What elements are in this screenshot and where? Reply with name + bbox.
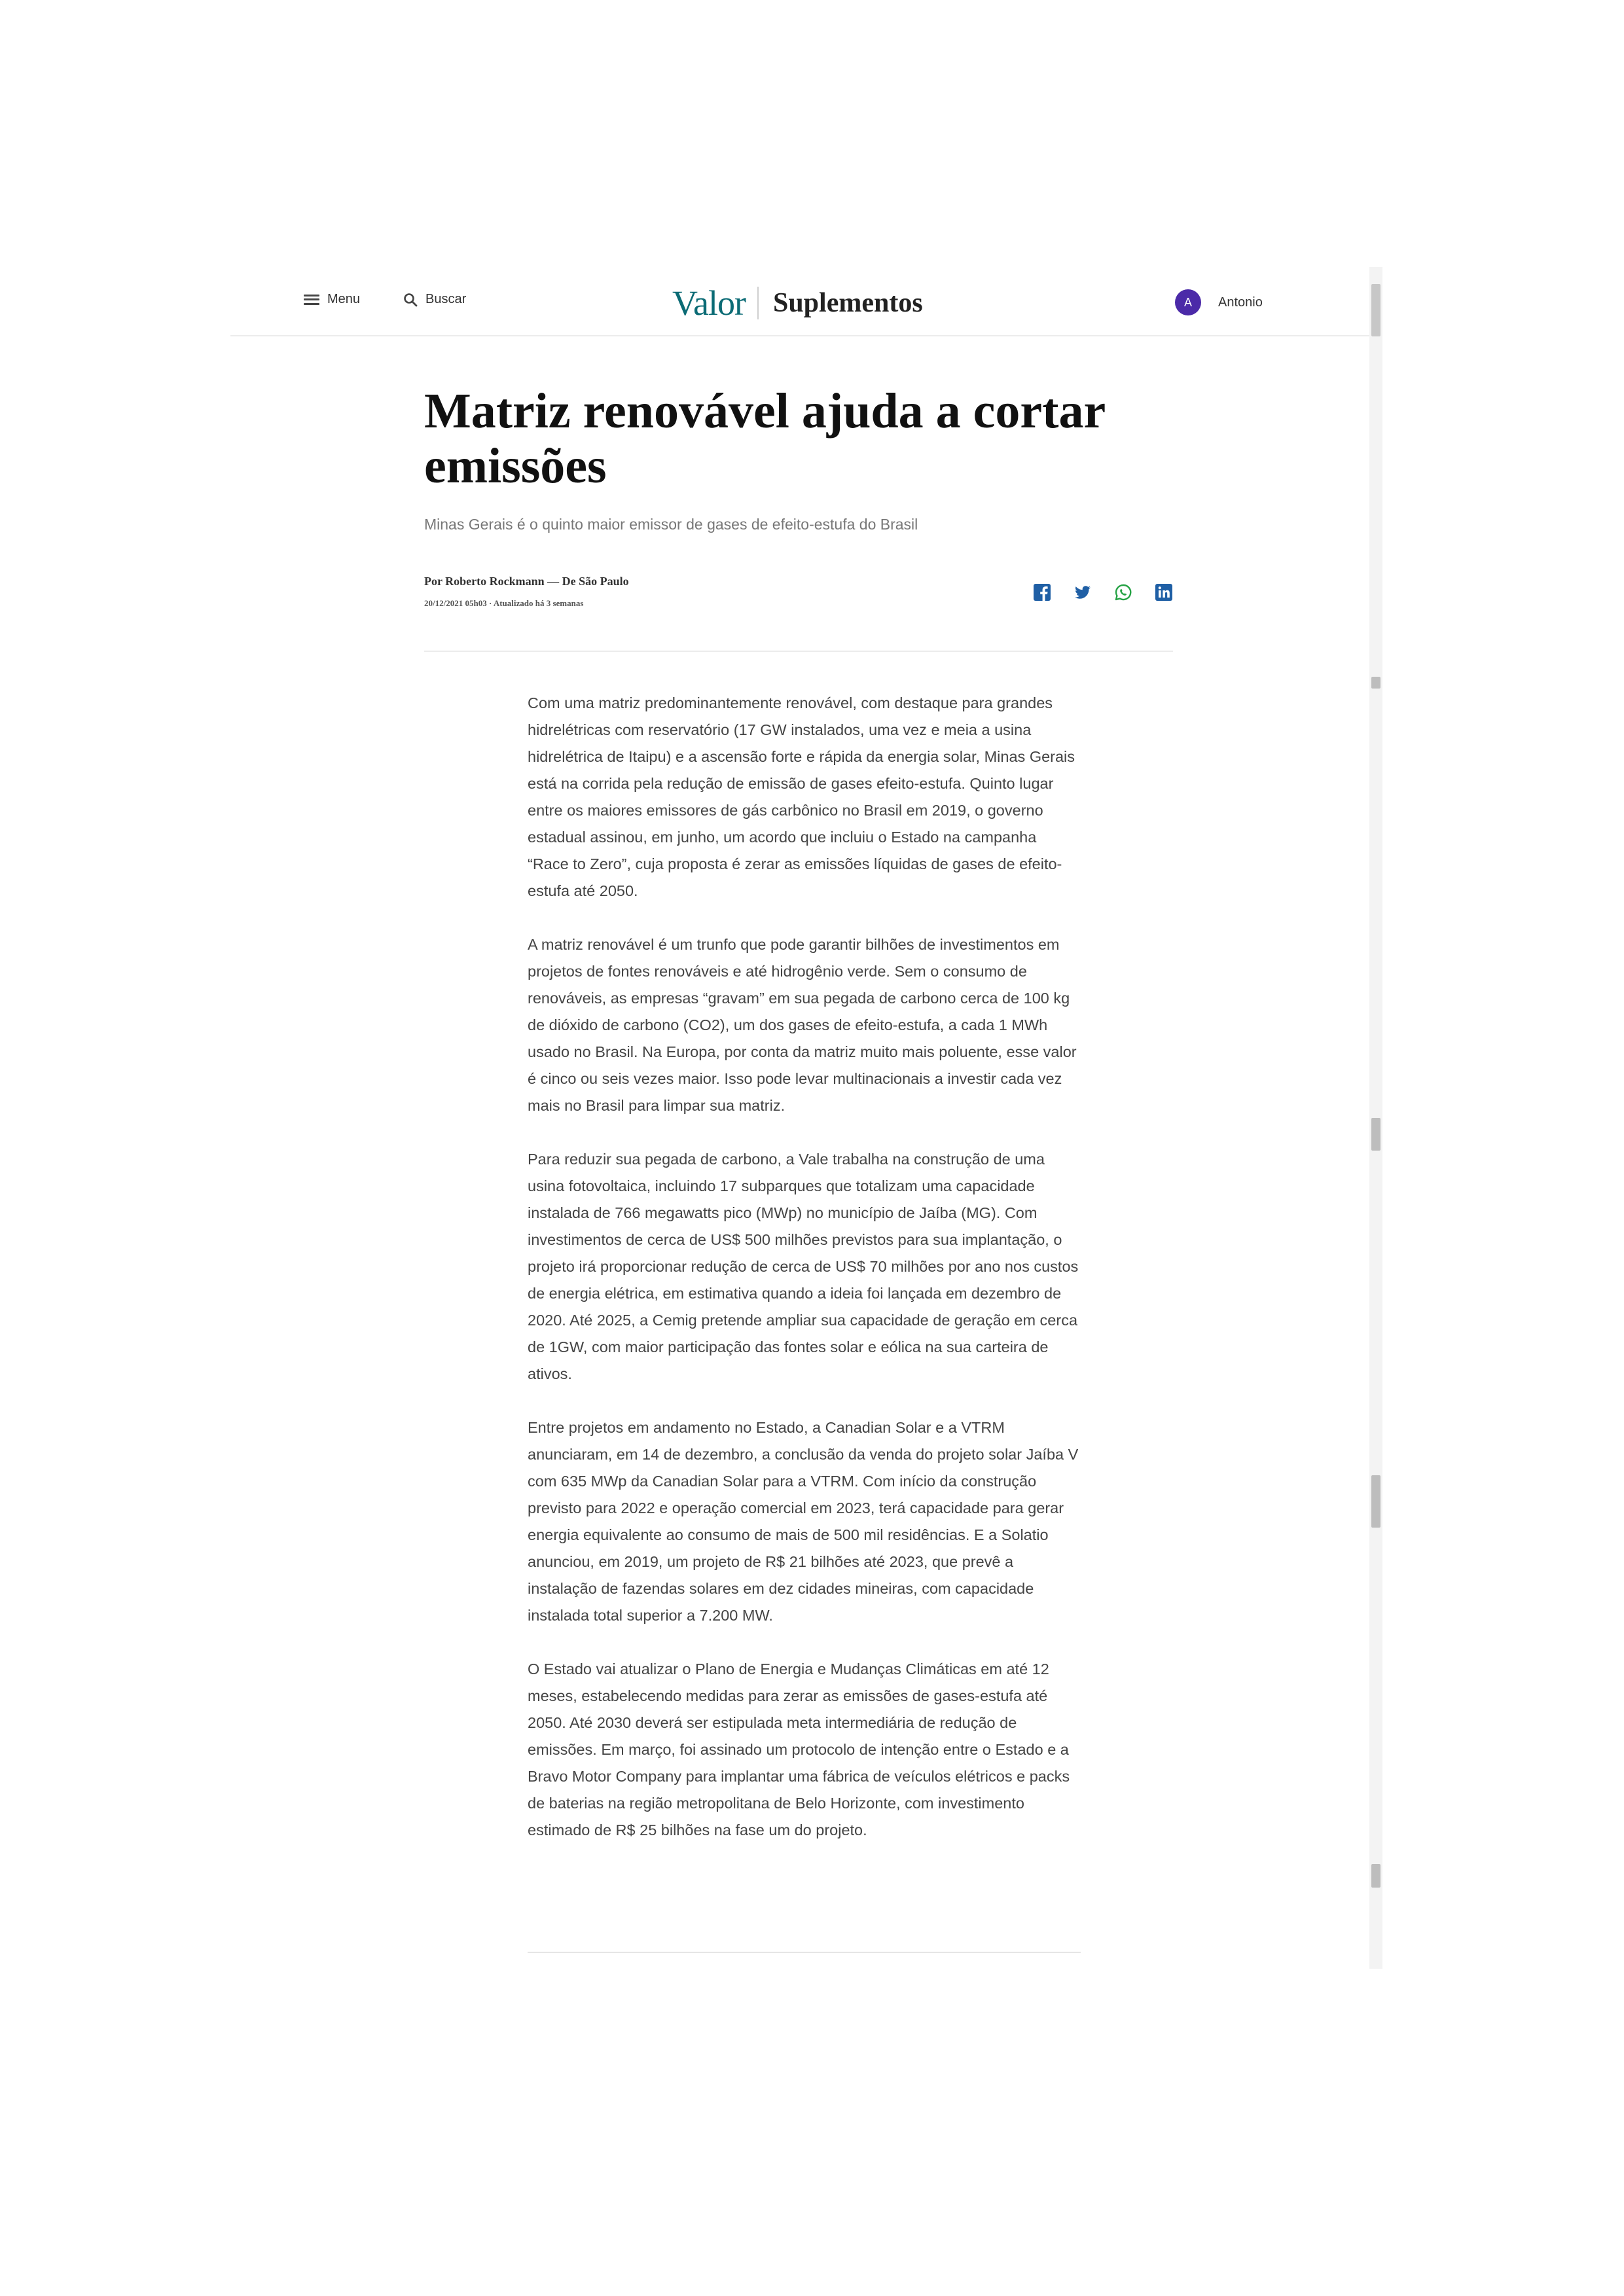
article-paragraph: A matriz renovável é um trunfo que pode garantir bilhões de investimentos em projetos de fontes renováveis e até hidrogênio verde. Sem o consumo de renováveis, as empresas “gravam” em sua pegada de carbono cerca de 100 kg de dióxido de carbono (CO2), um dos gases de efeito-estufa, a cada 1 MWh usado no Brasil. Na Europa, por conta da matriz muito mais poluente, esse valor é cinco ou seis vezes maior. Isso pode levar multinacionais a investir cada vez mais no Brasil para limpar sua matriz. bbox=[528, 936, 1077, 1114]
article-subtitle: Minas Gerais é o quinto maior emissor de gases de efeito-estufa do Brasil bbox=[424, 516, 918, 533]
search-label: Buscar bbox=[425, 292, 467, 306]
user-account[interactable] bbox=[1175, 289, 1263, 315]
scroll-marker bbox=[1371, 1118, 1380, 1151]
menu-label: Menu bbox=[327, 292, 361, 306]
article-body bbox=[528, 690, 1081, 1871]
article-paragraph: Entre projetos em andamento no Estado, a Canadian Solar e a VTRM anunciaram, em 14 de dezembro, a conclusão da venda do projeto solar Jaíba V com 635 MWp da Canadian Solar para a VTRM. Com início da construção previsto para 2022 e operação comercial em 2023, terá capacidade para gerar energia equivalente ao consumo de mais de 500 mil residências. E a Solatio anunciou, em 2019, um projeto de R$ 21 bilhões até 2023, que prevê a instalação de fazendas solares em dez cidades mineiras, com capacidade instalada total superior a 7.200 MW. bbox=[528, 1419, 1079, 1624]
scroll-marker bbox=[1371, 1475, 1380, 1528]
share-bar bbox=[1032, 583, 1195, 602]
article-paragraph: O Estado vai atualizar o Plano de Energia e Mudanças Climáticas em até 12 meses, estabelecendo medidas para zerar as emissões de gases-estufa até 2050. Até 2030 deverá ser estipulada meta intermediária de redução de emissões. Em março, foi assinado um protocolo de intenção entre o Estado e a Bravo Motor Company para implantar uma fábrica de veículos elétricos e packs de baterias na região metropolitana de Belo Horizonte, com investimento estimado de R$ 25 bilhões na fase um do projeto. bbox=[528, 1660, 1070, 1839]
valor-logo[interactable]: Valor bbox=[672, 283, 746, 323]
brand-divider bbox=[757, 287, 759, 319]
whatsapp-icon bbox=[1114, 583, 1132, 601]
divider bbox=[528, 1952, 1081, 1953]
avatar[interactable]: A bbox=[1175, 289, 1201, 315]
hamburger-icon bbox=[304, 295, 319, 305]
search-button[interactable] bbox=[403, 292, 466, 307]
scrollbar[interactable] bbox=[1369, 267, 1382, 1969]
facebook-icon bbox=[1033, 583, 1051, 601]
scroll-marker bbox=[1371, 677, 1380, 689]
article-dateline: 20/12/2021 05h03 · Atualizado há 3 semanas bbox=[424, 598, 584, 608]
article-paragraph: Para reduzir sua pegada de carbono, a Vale trabalha na construção de uma usina fotovoltaica, incluindo 17 subparques que totalizam uma capacidade instalada de 766 megawatts pico (MWp) no município de Jaíba (MG). Com investimentos de cerca de US$ 500 milhões previstos para sua implantação, o projeto irá proporcionar redução de cerca de US$ 70 milhões por ano nos custos de energia elétrica, em estimativa quando a ideia foi lançada em dezembro de 2020. Até 2025, a Cemig pretende ampliar sua capacidade de geração em cerca de 1GW, com maior participação das fontes solar e eólica na sua carteira de ativos. bbox=[528, 1151, 1079, 1382]
search-icon bbox=[403, 293, 418, 307]
divider bbox=[424, 651, 1173, 652]
section-title[interactable]: Suplementos bbox=[772, 288, 923, 318]
share-facebook-button[interactable] bbox=[1032, 583, 1052, 602]
share-twitter-button[interactable] bbox=[1073, 583, 1092, 602]
linkedin-icon bbox=[1155, 583, 1173, 601]
site-header bbox=[230, 270, 1369, 336]
article-headline: Matriz renovável ajuda a cortar emissões bbox=[424, 384, 1105, 493]
article-paragraph: Com uma matriz predominantemente renovável, com destaque para grandes hidrelétricas com reservatório (17 GW instalados, uma vez e meia a usina hidrelétrica de Itaipu) e a ascensão forte e rápida da energia solar, Minas Gerais está na corrida pela redução de emissão de gases efeito-estufa. Quinto lugar entre os maiores emissores de gás carbônico no Brasil em 2019, o governo estadual assinou, em junho, um acordo que incluiu o Estado na campanha “Race to Zero”, cuja proposta é zerar as emissões líquidas de gases de efeito-estufa até 2050. bbox=[528, 694, 1075, 899]
share-whatsapp-button[interactable] bbox=[1113, 583, 1133, 602]
menu-button[interactable] bbox=[304, 292, 360, 307]
user-name[interactable]: Antonio bbox=[1218, 295, 1263, 310]
scroll-marker bbox=[1371, 1864, 1380, 1888]
browser-page bbox=[230, 267, 1392, 1969]
brand[interactable] bbox=[672, 283, 923, 323]
share-linkedin-button[interactable] bbox=[1154, 583, 1174, 602]
twitter-icon bbox=[1074, 583, 1092, 601]
scrollbar-thumb[interactable] bbox=[1371, 284, 1380, 336]
article-byline: Por Roberto Rockmann — De São Paulo bbox=[424, 575, 629, 588]
